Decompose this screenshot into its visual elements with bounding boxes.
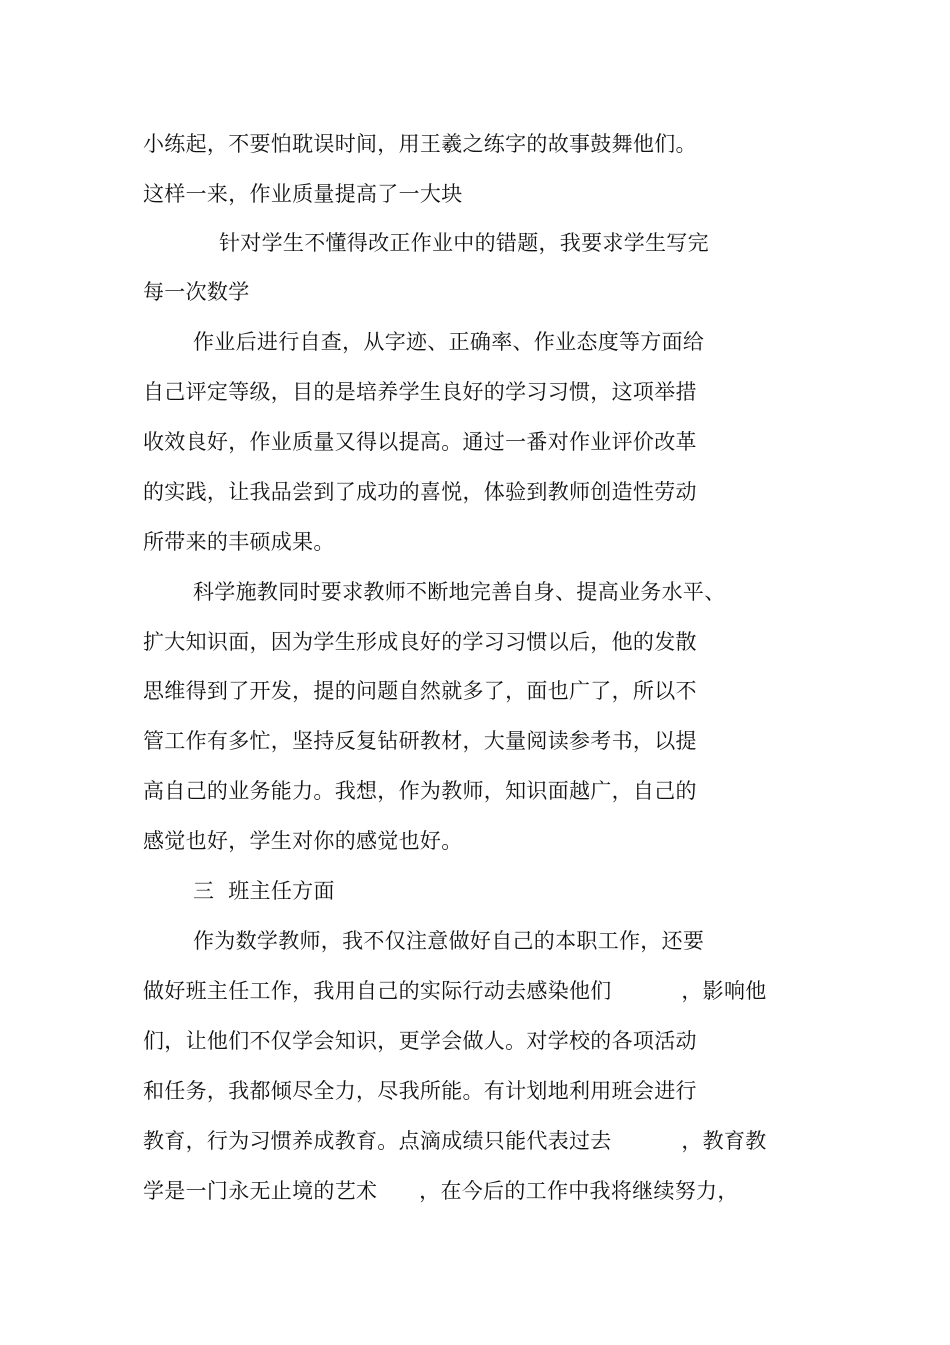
text-line-19: 们，让他们不仅学会知识，更学会做人。对学校的各项活动 (143, 1029, 697, 1053)
text-line-7: 收效良好，作业质量又得以提高。通过一番对作业评价改革 (143, 430, 697, 454)
text-line-6: 自己评定等级，目的是培养学生良好的学习习惯，这项举措 (143, 380, 697, 404)
text-line-5: 作业后进行自查，从字迹、正确率、作业态度等方面给 (193, 330, 705, 354)
text-line-22: 学是一门永无止境的艺术 ，在今后的工作中我将继续努力， (143, 1179, 739, 1203)
text-line-20: 和任务，我都倾尽全力，尽我所能。有计划地利用班会进行 (143, 1079, 697, 1103)
text-line-18: 做好班主任工作，我用自己的实际行动去感染他们 ，影响他 (143, 979, 767, 1003)
text-line-3: 针对学生不懂得改正作业中的错题，我要求学生写完 (219, 231, 709, 255)
text-line-15: 感觉也好，学生对你的感觉也好。 (143, 829, 463, 853)
text-line-12: 思维得到了开发，提的问题自然就多了，面也广了，所以不 (143, 679, 697, 703)
section-heading: 三 班主任方面 (193, 879, 335, 903)
text-line-11: 扩大知识面，因为学生形成良好的学习习惯以后，他的发散 (143, 630, 697, 654)
text-line-9: 所带来的丰硕成果。 (143, 530, 335, 554)
text-line-10: 科学施教同时要求教师不断地完善自身、提高业务水平、 (193, 580, 726, 604)
text-line-21: 教育，行为习惯养成教育。点滴成绩只能代表过去 ，教育教 (143, 1129, 767, 1153)
text-line-4: 每一次数学 (143, 280, 250, 304)
text-line-17: 作为数学教师，我不仅注意做好自己的本职工作，还要 (193, 929, 705, 953)
text-line-1: 小练起，不要怕耽误时间，用王羲之练字的故事鼓舞他们。 (143, 132, 697, 156)
text-line-8: 的实践，让我品尝到了成功的喜悦，体验到教师创造性劳动 (143, 480, 697, 504)
text-line-13: 管工作有多忙，坚持反复钻研教材，大量阅读参考书，以提 (143, 729, 697, 753)
text-line-2: 这样一来，作业质量提高了一大块 (143, 182, 463, 206)
text-line-14: 高自己的业务能力。我想，作为教师，知识面越广，自己的 (143, 779, 697, 803)
